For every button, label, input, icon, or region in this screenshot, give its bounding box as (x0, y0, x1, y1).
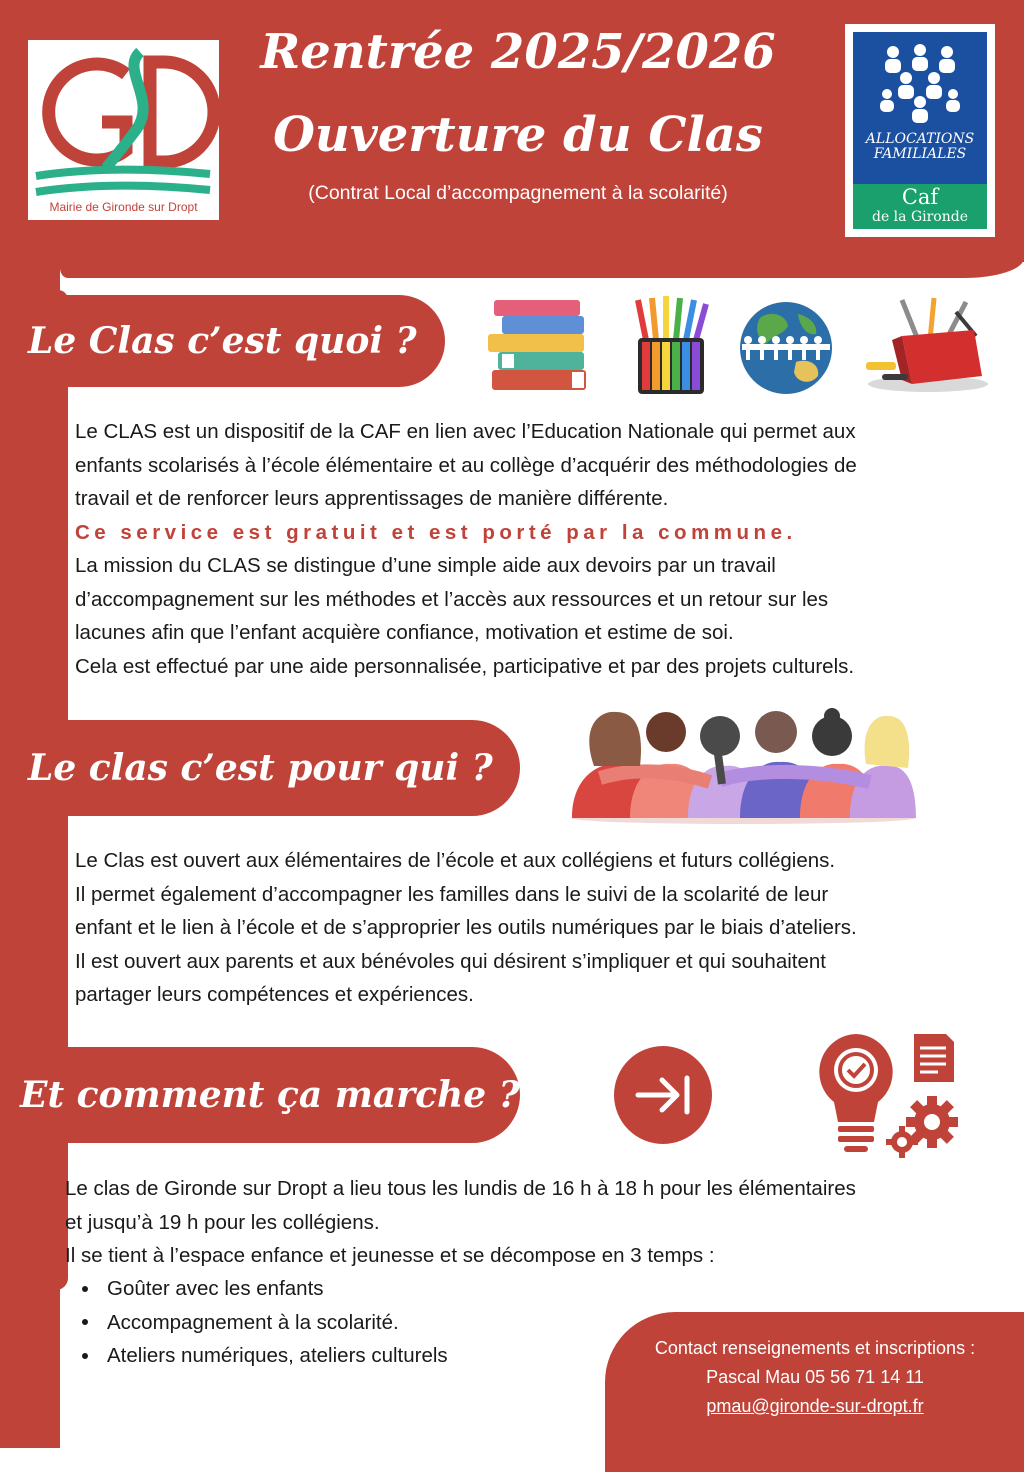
body-line: Cela est effectué par une aide personnalisée, participative et par des projets culturels. (75, 654, 855, 678)
section-heading-how (0, 1047, 520, 1143)
section-heading-text: Le clas c’est pour qui ? (28, 747, 493, 789)
list-item-label: Goûter avec les enfants (107, 1277, 324, 1300)
page-title-line2: Ouverture du Clas (273, 107, 763, 163)
page-title: Rentrée 2025/2026 (260, 24, 776, 80)
caf-wordmark: Caf (901, 185, 939, 209)
group-hug-icon (570, 706, 916, 824)
steps-list (82, 1272, 602, 1373)
body-line: lacunes afin que l’enfant acquière confiance, motivation et estime de soi. (75, 621, 734, 644)
family-figures-icon (873, 42, 967, 126)
body-line: enfants scolarisés à l’école élémentaire et au collège d’acquérir des méthodologies de (75, 453, 857, 477)
section-who-body (75, 844, 1010, 1012)
contact-email-link[interactable]: pmau@gironde-sur-dropt.fr (706, 1396, 924, 1416)
contact-name-phone: Pascal Mau 05 56 71 14 11 (706, 1367, 924, 1387)
list-item-label: Accompagnement à la scolarité. (107, 1310, 399, 1334)
free-service-highlight: Ce service est gratuit et est porté par la commune. (75, 520, 797, 544)
body-line: La mission du CLAS se distingue d’une simple aide aux devoirs par un travail (75, 554, 776, 577)
caf-line2: FAMILIALES (873, 146, 967, 162)
books-stack-icon (484, 298, 594, 398)
bullet-icon (82, 1319, 88, 1325)
arrow-right-bar-icon (614, 1046, 712, 1144)
body-line: Il est ouvert aux parents et aux bénévoles qui désirent s’impliquer et qui souhaitent (75, 949, 826, 973)
section-heading-what (0, 295, 445, 387)
body-line: enfant et le lien à l’école et de s’approprier les outils numériques par le biais d’ateliers. (75, 916, 857, 939)
section-heading-text: Le Clas c’est quoi ? (28, 320, 417, 362)
mairie-logo-caption: Mairie de Gironde sur Dropt (49, 200, 198, 214)
list-item (82, 1339, 602, 1373)
toolbox-icon (862, 296, 990, 396)
lightbulb-gears-icon (814, 1030, 962, 1162)
contact-box (605, 1312, 1024, 1472)
body-line: et jusqu’à 19 h pour les collégiens. (65, 1210, 380, 1234)
caf-logo-green-panel (853, 184, 987, 229)
section-heading-who (0, 720, 520, 816)
section-heading-text: Et comment ça marche ? (20, 1074, 520, 1116)
caf-allocations-label (853, 132, 987, 162)
section-what-body (75, 415, 1010, 683)
caf-logo-blue-panel (853, 32, 987, 184)
globe-people-icon (738, 300, 834, 396)
body-line: Il permet également d’accompagner les familles dans le suivi de la scolarité de leur (75, 882, 829, 906)
list-item (82, 1272, 602, 1306)
pencil-cup-icon (632, 296, 710, 396)
list-item (82, 1306, 602, 1340)
mairie-logo (28, 40, 219, 220)
header-brush-edge (60, 248, 1024, 278)
caf-logo (845, 24, 995, 237)
body-line: Le CLAS est un dispositif de la CAF en lien avec l’Education Nationale qui permet aux (75, 420, 856, 443)
bullet-icon (82, 1286, 88, 1292)
body-line: Le Clas est ouvert aux élémentaires de l’école et aux collégiens et futurs collégiens. (75, 849, 836, 872)
contact-title: Contact renseignements et inscriptions : (654, 1338, 976, 1358)
body-line: Le clas de Gironde sur Dropt a lieu tous les lundis de 16 h à 18 h pour les élémentaires (65, 1177, 856, 1200)
gsd-logo-icon (28, 40, 219, 200)
bullet-icon (82, 1353, 88, 1359)
body-line: partager leurs compétences et expériences. (75, 983, 474, 1006)
body-line: travail et de renforcer leurs apprentissages de manière différente. (75, 487, 669, 510)
list-item-label: Ateliers numériques, ateliers culturels (107, 1344, 448, 1367)
page-subtitle: (Contrat Local d’accompagnement à la scolarité) (308, 182, 728, 204)
caf-line1: ALLOCATIONS (865, 131, 975, 147)
section-how-body (65, 1172, 1010, 1273)
body-line: d’accompagnement sur les méthodes et l’accès aux ressources et un retour sur les (75, 587, 829, 611)
body-line: Il se tient à l’espace enfance et jeunesse et se décompose en 3 temps : (65, 1244, 715, 1267)
caf-gironde-label: de la Gironde (871, 209, 969, 225)
